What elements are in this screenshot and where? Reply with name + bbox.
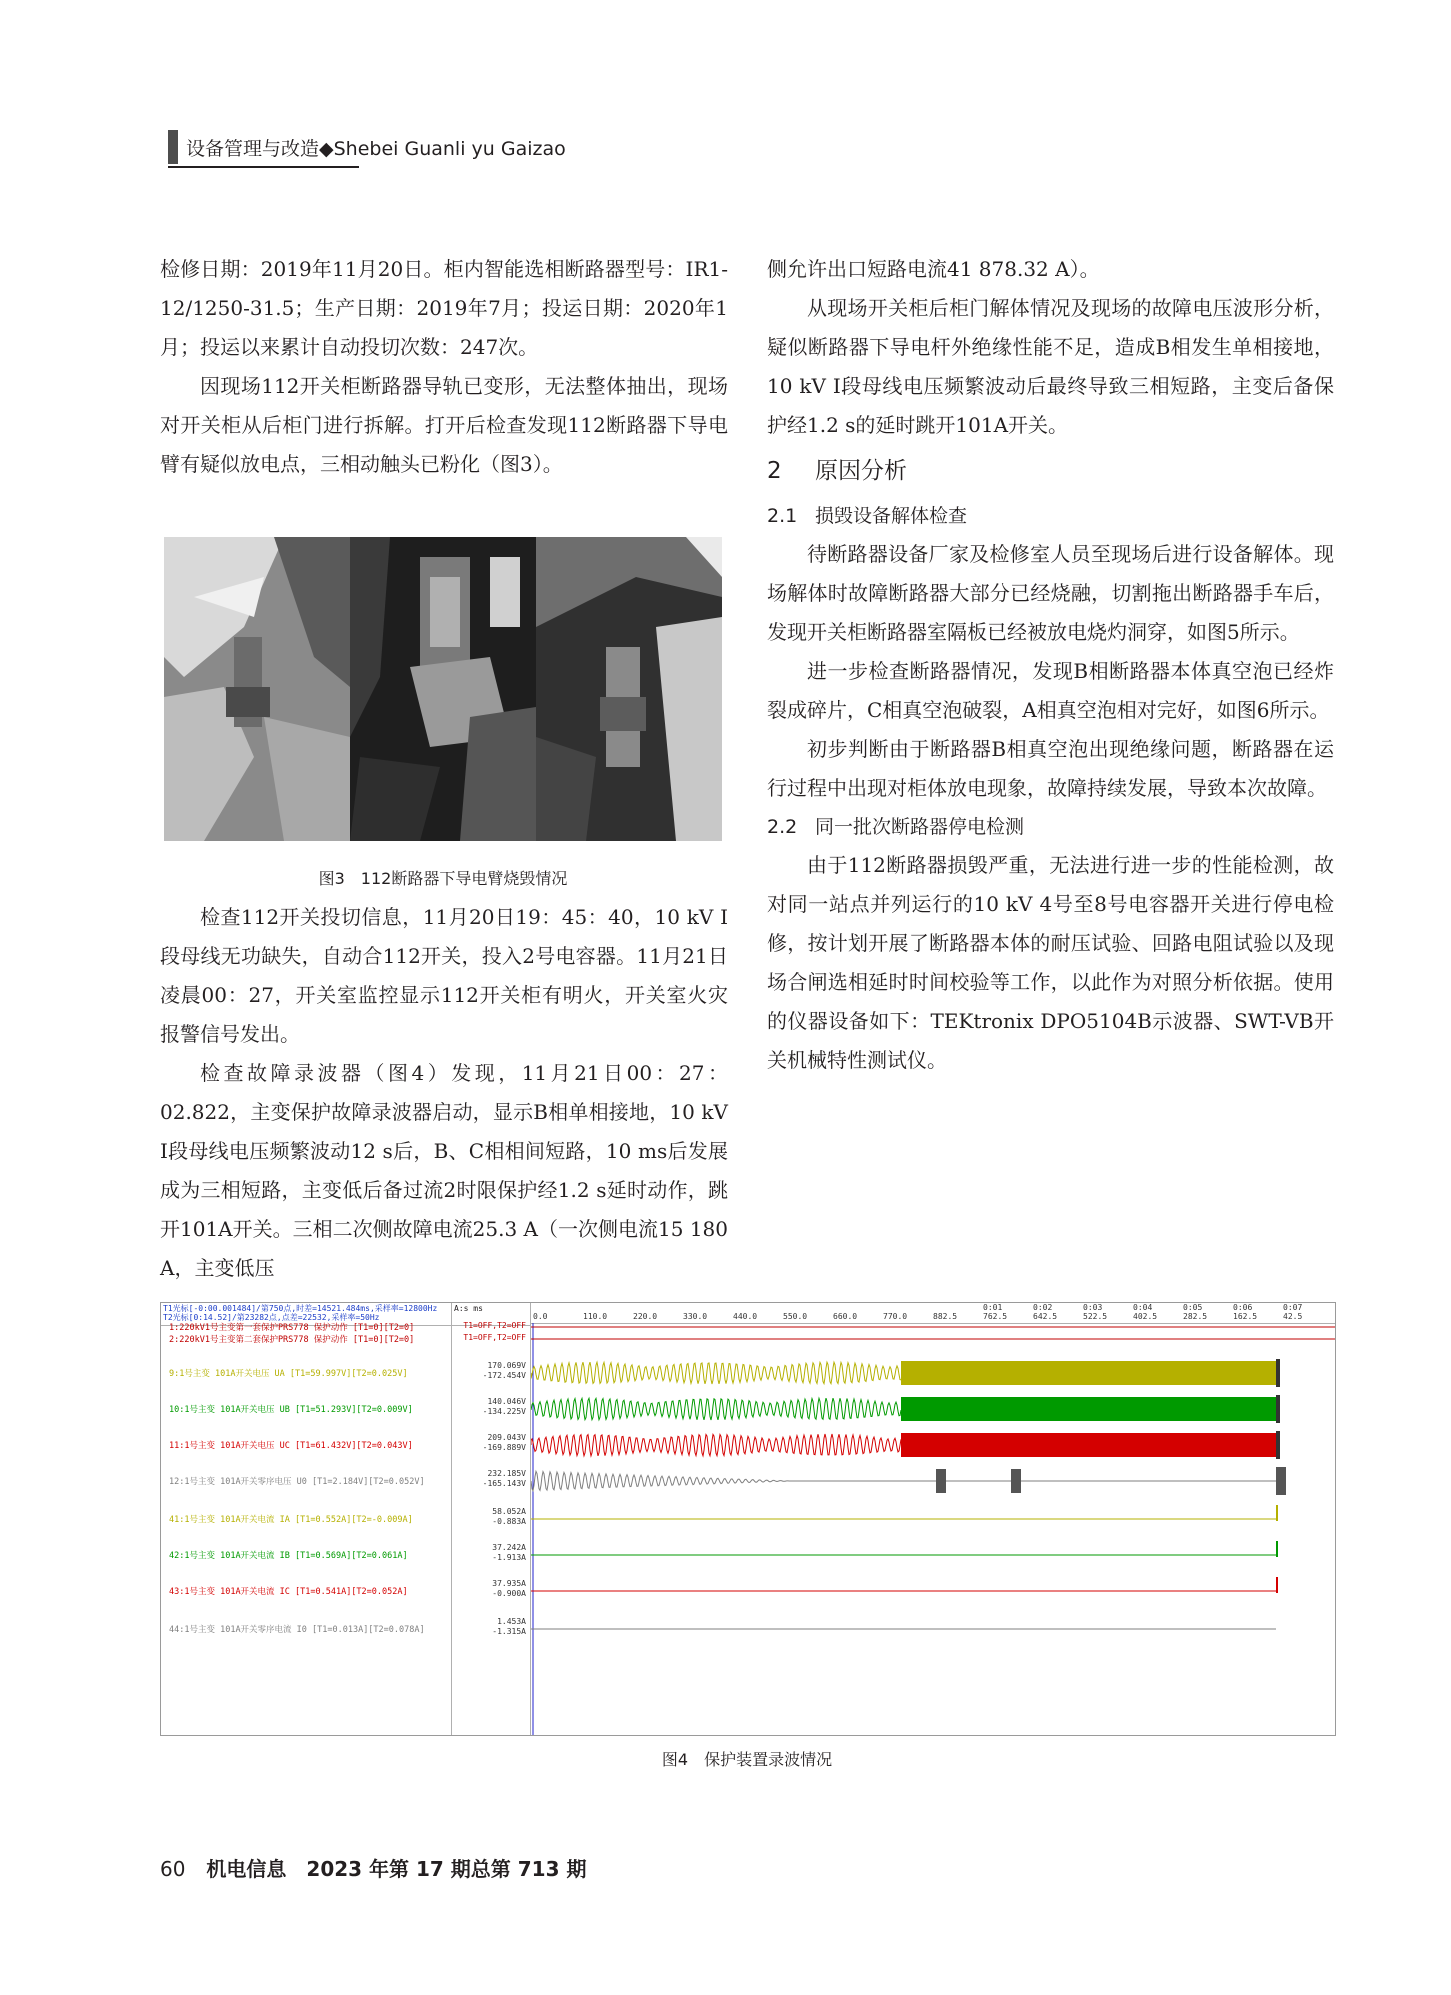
voltage-trace [531,1434,901,1456]
dense-waveform-block [901,1433,1276,1457]
current-spike [1276,1541,1278,1557]
channel-label[interactable]: 42:1号主变 101A开关电流 IB [T1=0.569A][T2=0.061A] [169,1551,408,1561]
zero-seq-voltage-trace [531,1471,1276,1490]
channel-label[interactable]: 44:1号主变 101A开关零序电流 I0 [T1=0.013A][T2=0.078A] [169,1625,425,1635]
fault-spike [1276,1431,1280,1459]
fault-spike [1276,1395,1280,1423]
paragraph: 检修日期：2019年11月20日。柜内智能选相断路器型号：IR1-12/1250-31.5；生产日期：2019年7月；投运日期：2020年1月；投运以来累计自动投切次数：247次。 [160,257,728,359]
voltage-trace [531,1362,901,1384]
subsection-number: 2.2 [767,816,798,838]
current-spike [1276,1577,1278,1593]
channel-range: 209.043V -169.889V [482,1433,526,1452]
left-column-top [160,250,728,484]
channel-label[interactable]: 1:220kV1号主变第一套保护PRS778 保护动作 [T1=0][T2=0] [169,1323,415,1333]
range-header: A:s ms [452,1303,530,1326]
channel-range: 58.052A -0.883A [492,1507,526,1526]
paragraph: 由于112断路器损毁严重，无法进行进一步的性能检测，故对同一站点并列运行的10 kV 4号至8号电容器开关进行停电检修，按计划开展了断路器本体的耐压试验、回路电阻试验以及现场合闸选相延时时间校验等工作，以此作为对照分析依据。使用的仪器设备如下：TEKtronix DPO5104B示波器、SWT-VB开关机械特性测试仪。 [767,853,1334,1072]
paragraph: 检查112开关投切信息，11月20日19：45：40，10 kV Ⅰ段母线无功缺失，自动合112开关，投入2号电容器。11月21日凌晨00：27，开关室监控显示112开关柜有明火，开关室火灾报警信号发出。 [160,905,728,1046]
time-tick-label: 330.0 [683,1312,708,1321]
cursor-1-readout: T1光标[-0:00.001484]/第750点,时差=14521.484ms,采样率=12800Hz [163,1304,438,1313]
paragraph: 检查故障录波器（图4）发现，11月21日00：27：02.822，主变保护故障录波器启动，显示B相单相接地，10 kV Ⅰ段母线电压频繁波动12 s后，B、C相相间短路，10 ms后发展成为三相短路，主变低后备过流2时限保护经1.2 s延时动作，跳开101A开关。三相二次侧故障电流25.3 A（一次侧电流15 180 A，主变低压 [160,1061,728,1280]
time-tick-label: 550.0 [783,1312,808,1321]
channel-label[interactable]: 11:1号主变 101A开关电压 UC [T1=61.432V][T2=0.043V] [169,1441,413,1451]
time-tick-label: 882.5 [933,1312,958,1321]
paragraph: 初步判断由于断路器B相真空泡出现绝缘问题，断路器在运行过程中出现对柜体放电现象，故障持续发展，导致本次故障。 [767,737,1334,800]
dense-waveform-block [901,1397,1276,1421]
left-column-bottom [160,898,728,1288]
channel-label[interactable]: 10:1号主变 101A开关电压 UB [T1=51.293V][T2=0.009V] [169,1405,413,1415]
waveform-plot [531,1303,1335,1735]
paragraph: 进一步检查断路器情况，发现B相断路器本体真空泡已经炸裂成碎片，C相真空泡破裂，A相真空泡相对完好，如图6所示。 [767,659,1334,722]
paragraph: 侧允许出口短路电流41 878.32 A）。 [767,257,1100,281]
section-title: 原因分析 [815,458,907,484]
channel-range-panel [452,1303,531,1735]
channel-label[interactable]: 2:220kV1号主变第二套保护PRS778 保护动作 [T1=0][T2=0] [169,1335,415,1345]
page-footer [160,1853,586,1882]
time-tick-label: 770.0 [883,1312,908,1321]
time-tick-label: 0.0 [533,1312,548,1321]
subsection-title: 同一批次断路器停电检测 [815,816,1025,838]
photo-left [164,537,350,841]
channel-range: 232.185V -165.143V [482,1469,526,1488]
time-tick-label: 110.0 [583,1312,608,1321]
photo-right [536,537,722,841]
channel-range: 140.046V -134.225V [482,1397,526,1416]
dense-waveform-block [901,1361,1276,1385]
time-tick-label: 0:04 402.5 [1133,1303,1158,1321]
waveform-traces [531,1303,1335,1735]
running-header [168,130,566,164]
burst [936,1469,946,1493]
figure-3-photos [164,537,722,841]
photo-middle [350,537,536,841]
paragraph: 从现场开关柜后柜门解体情况及现场的故障电压波形分析，疑似断路器下导电杆外绝缘性能不足，造成B相发生单相接地，10 kV Ⅰ段母线电压频繁波动后最终导致三相短路，主变后备保护经1.2 s的延时跳开101A开关。 [767,296,1334,437]
right-column [767,250,1334,1080]
journal-info: 机电信息 2023 年第 17 期总第 713 期 [206,1857,587,1881]
time-tick-label: 0:01 762.5 [983,1303,1008,1321]
time-tick-label: 440.0 [733,1312,758,1321]
figure-3-caption: 图3 112断路器下导电臂烧毁情况 [318,869,568,888]
subsection-heading [767,497,1334,535]
time-tick-label: 0:02 642.5 [1033,1303,1058,1321]
cursor-2-readout: T2光标[0:14.52]/第23282点,点差=22532,采样率=50Hz [163,1313,380,1322]
channel-label-panel [161,1303,452,1735]
channel-label[interactable]: 43:1号主变 101A开关电流 IC [T1=0.541A][T2=0.052A] [169,1587,408,1597]
section-number: 2 [767,458,782,484]
time-tick-label: 0:03 522.5 [1083,1303,1108,1321]
fault-spike [1276,1359,1280,1387]
time-tick-label: 0:05 282.5 [1183,1303,1208,1321]
section-heading [767,449,1334,493]
channel-range: 1.453A -1.315A [492,1617,526,1636]
subsection-title: 损毁设备解体检查 [815,505,968,527]
channel-range: T1=OFF,T2=OFF [463,1333,526,1342]
header-bar [168,130,178,164]
channel-label[interactable]: 12:1号主变 101A开关零序电压 U0 [T1=2.184V][T2=0.052V] [169,1477,425,1487]
time-tick-label: 220.0 [633,1312,658,1321]
time-tick-label: 0:06 162.5 [1233,1303,1258,1321]
burst [1011,1469,1021,1493]
voltage-trace [531,1398,901,1420]
burst [1276,1467,1286,1495]
channel-range: T1=OFF,T2=OFF [463,1321,526,1330]
page-number: 60 [160,1857,186,1881]
channel-label[interactable]: 9:1号主变 101A开关电压 UA [T1=59.997V][T2=0.025V] [169,1369,408,1379]
time-tick-label: 660.0 [833,1312,858,1321]
figure-4-caption: 图4 保护装置录波情况 [661,1750,833,1769]
channel-range: 37.935A -0.900A [492,1579,526,1598]
header-rule [168,166,359,168]
subsection-heading [767,808,1334,846]
channel-range: 37.242A -1.913A [492,1543,526,1562]
paragraph: 待断路器设备厂家及检修室人员至现场后进行设备解体。现场解体时故障断路器大部分已经烧融，切割拖出断路器手车后，发现开关柜断路器室隔板已经被放电烧灼洞穿，如图5所示。 [767,542,1334,644]
waveform-recorder-figure [160,1302,1336,1736]
current-spike [1276,1505,1278,1521]
paragraph: 因现场112开关柜断路器导轨已变形，无法整体抽出，现场对开关柜从后柜门进行拆解。打开后检查发现112断路器下导电臂有疑似放电点，三相动触头已粉化（图3）。 [160,374,728,476]
channel-label[interactable]: 41:1号主变 101A开关电流 IA [T1=0.552A][T2=-0.009A] [169,1515,413,1525]
channel-range: 170.069V -172.454V [482,1361,526,1380]
subsection-number: 2.1 [767,505,798,527]
header-text: 设备管理与改造◆Shebei Guanli yu Gaizao [186,137,566,160]
time-tick-label: 0:07 42.5 [1283,1303,1303,1321]
